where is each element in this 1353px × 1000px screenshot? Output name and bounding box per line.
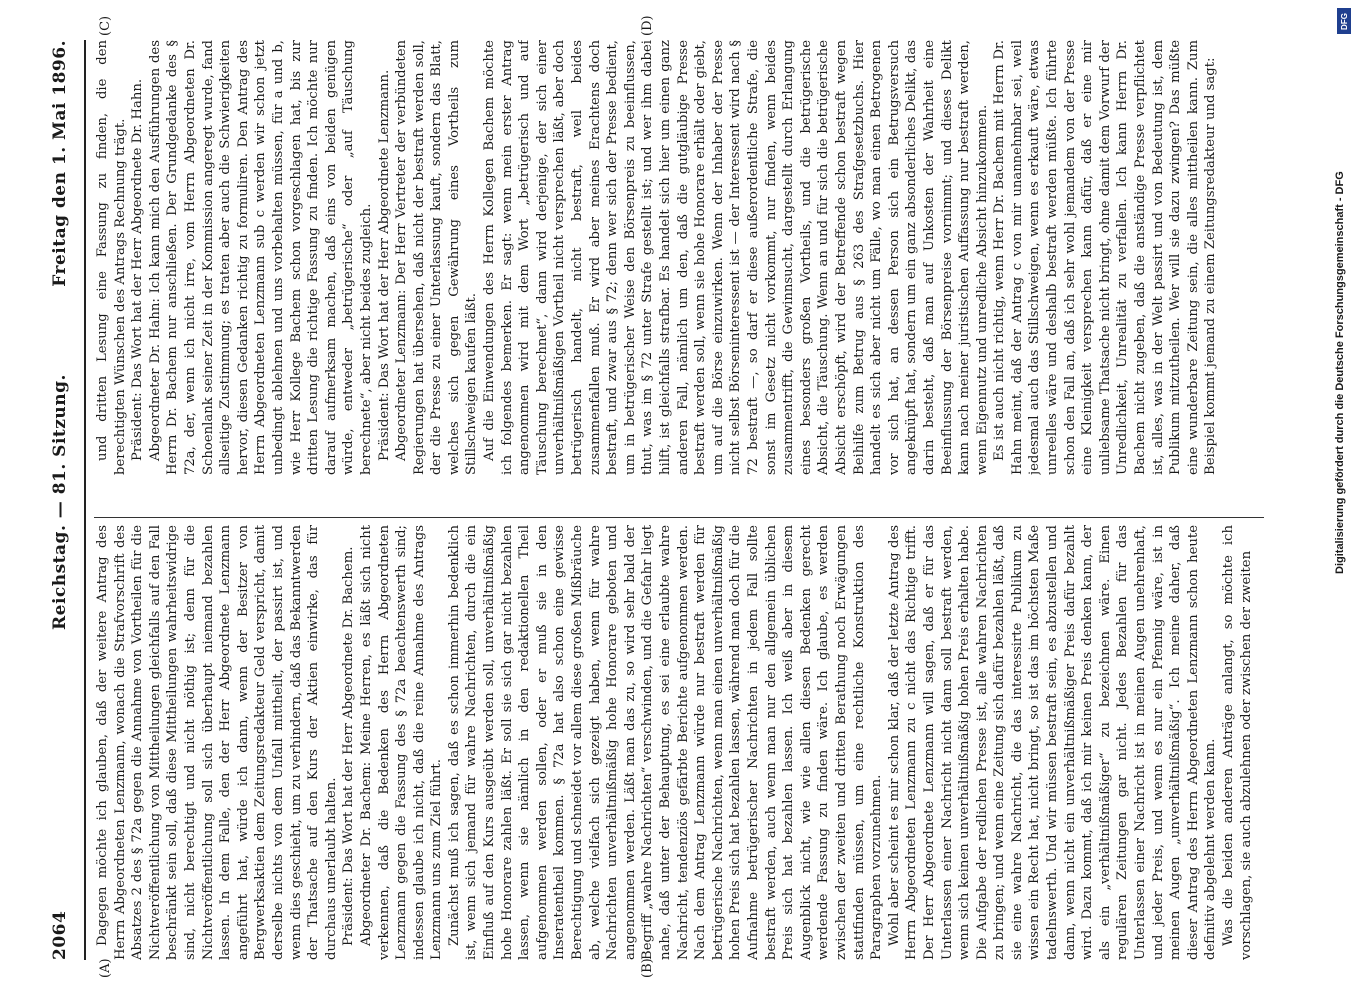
paragraph: Präsident: Das Wort hat der Herr Abgeordnete Lenzmann. — [376, 69, 392, 461]
paragraph: Abgeordneter Lenzmann: Der Herr Vertreter der verbündeten Regierungen hat übersehen, daß nicht der bestraft werden soll, der die Presse zu einer Unterlassung kauft, sondern das Blatt, welches sich gegen Gewährung eines Vortheils zum Stillschweigen kaufen läßt. — [394, 40, 480, 475]
margin-marker-c: (C) — [98, 15, 113, 36]
paragraph: Präsident: Das Wort hat der Herr Abgeordnete Dr. Hahn. — [130, 78, 146, 461]
dfg-logo: DFG — [1337, 8, 1351, 34]
paragraph: Dagegen möchte ich glauben, daß der weitere Antrag des Herrn Abgeordneten Lenzmann, wonach die Strafvorschrift des Absatzes 2 des § 72a gegen die Annahme von Vortheilen für die Nichtveröffentlichung von Mittheilungen gleichfalls auf den Fall beschränkt sein soll, daß diese Mittheilungen wahrheitswidrige sind, nicht berechtigt und nicht nöthig ist; denn für die Nichtveröffentlichung soll sich überhaupt niemand bezahlen lassen. In dem Falle, den der Herr Abgeordnete Lenzmann angeführt hat, würde ich dann, wenn der Besitzer von Bergwerksaktien dem Zeitungsredakteur Geld verspricht, damit derselbe nichts von dem Unfall mittheilt, der passirt ist, und wenn dies geschieht, um zu verhindern, daß das Bekanntwerden der Thatsache auf den Kurs der Aktien einwirke, das für durchaus unerlaubt halten. — [95, 525, 339, 960]
margin-marker-a: (A) — [98, 958, 113, 978]
paragraph: Abgeordneter Dr. Hahn: Ich kann mich den Ausführungen des Herrn Dr. Bachem nur anschließen. Der Grundgedanke des § 72a, der, wenn ich nicht irre, vom Herrn Abgeordneten Dr. Schoenlank seiner Zeit in der Kommission angeregt wurde, fand allseitige Zustimmung; es traten aber auch die Schwierigkeiten hervor, diesen Gedanken richtig zu formuliren. Den Antrag des Herrn Abgeordneten Lenzmann sub c werden wir schon jetzt unbedingt ablehnen und uns vorbehalten müssen, für a und b, wie Herr Kollege Bachem schon vorgeschlagen hat, bis zur dritten Lesung die richtige Fassung zu finden. Ich möchte nur darauf aufmerksam machen, daß eins von beiden genügen würde, entweder „betrügerische“ oder „auf Täuschung berechnete“, aber nicht beides zugleich. — [147, 40, 374, 475]
paragraph: und dritten Lesung eine Fassung zu finden, die den berechtigten Wünschen des Antrags Rechnung trägt. — [95, 40, 128, 475]
margin-marker-b: (B) — [640, 958, 655, 978]
page-number: 2064 — [50, 910, 70, 960]
column-separator — [94, 517, 1264, 518]
paragraph: Zunächst muß ich sagen, daß es schon immerhin bedenklich ist, wenn sich jemand für wahre Nachrichten, durch die ein Einfluß auf den Kurs ausgeübt werden soll, unverhältnißmäßig hohe Honorare zahlen läßt. Er soll sie sich gar nicht bezahlen lassen, wenn sie nämlich in den redaktionellen Theil aufgenommen werden sollen, oder er muß sie in den Inseratentheil kommen. § 72a hat also schon eine gewisse Berechtigung und schneidet vor allem diese großen Mißbräuche ab, welche vielfach sich gezeigt haben, wenn für wahre Nachrichten unverhältnißmäßig hohe Honorare geboten und angenommen werden. Läßt man das zu, so wird sehr bald der Begriff „wahre Nachrichten“ verschwinden, und die Gefahr liegt nahe, daß unter der Behauptung, es sei eine erlaubte wahre Nachricht, tendenziös gefärbte Berichte aufgenommen werden. Nach dem Antrag Lenzmann würde nur bestraft werden für betrügerische Nachrichten, wenn man einen unverhältnißmäßig hohen Preis sich hat bezahlen lassen, während man doch für die Aufnahme betrügerischer Nachrichten in jedem Fall sollte bestraft werden, auch wenn man nur den allgemein üblichen Preis sich hat bezahlen lassen. Ich weiß aber in diesem Augenblick nicht, wie wie allen diesen Bedenken gerecht werdende Fassung zu finden wäre. Ich glaube, es werden zwischen der zweiten und dritten Berathung noch Erwägungen stattfinden müssen, um eine rechtliche Konstruktion des Paragraphen vorzunehmen. — [446, 525, 885, 960]
paragraph: Wohl aber scheint es mir schon klar, daß der letzte Antrag des Herrn Abgeordneten Lenzmann zu c nicht das Richtige trifft. Der Herr Abgeordnete Lenzmann will sagen, daß er für das Unterlassen einer Nachricht nicht dann soll bestraft werden, wenn sich keinen unverhältnißmäßig hohen Preis erhalten habe. Die Aufgabe der redlichen Presse ist, alle wahren Nachrichten zu bringen; und wenn eine Zeitung sich dafür bezahlen läßt, daß sie eine wahre Nachricht, die das interessirte Publikum zu wissen ein Recht hat, nicht bringt, so ist das im höchsten Maße tadelnswerth. Und wir müssen bestraft sein, es abzustellen und dann, wenn nicht ein unverhältnißmäßiger Preis dafür bezahlt wird. Dazu kommt, daß ich mir keinen Preis denken kann, der als ein „verhältnißmäßiger“ zu bezeichnen wäre. Einen regulären Zeitungen gar nicht. Jedes Bezahlen für das Unterlassen einer Nachricht ist in meinen Augen unehrenhaft, und jeder Preis, und wenn es nur ein Pfennig wäre, ist in meinen Augen „unverhältnißmäßig“. Ich meine daher, daß dieser Antrag des Herrn Abgeordneten Lenzmann schon heute definitiv abgelehnt werden kann. — [886, 525, 1219, 960]
page-header — [50, 40, 74, 960]
header-rule — [84, 40, 86, 960]
paragraph: Abgeordneter Dr. Bachem: Meine Herren, es läßt sich nicht verkennen, daß die Bedenken des Herrn Abgeordneten Lenzmann gegen die Fassung des § 72a beachtenswerth sind; indessen glaube ich nicht, daß die reine Annahme des Antrags Lenzmann uns zum Ziel führt. — [358, 525, 445, 960]
paragraph: Auf die Einwendungen des Herrn Kollegen Bachem möchte ich folgendes bemerken. Er sagt: wenn mein erster Antrag angenommen wird mit dem Wort „betrügerisch und auf Täuschung berechnet“, dann wird derjenige, der sich einer unverhältnißmäßigen Vortheil nicht versprechen läßt, aber doch betrügerisch handelt, nicht bestraft, weil beides zusammenfallen muß. Er wird aber meines Erachtens doch bestraft, und zwar aus § 72; denn wer sich der Presse bedient, um in betrügerischer Weise den Börsenpreis zu beeinflussen, thut, was im § 72 unter Strafe gestellt ist; und wer ihm dabei hilft, ist gleichfalls strafbar. Es handelt sich hier um einen ganz anderen Fall, nämlich um den, daß die gutgläubige Presse bestraft werden soll, wenn sie hohe Honorare erhält oder giebt, um auf die Börse einzuwirken. Wenn der Inhaber der Presse nicht selbst Börseninteressent ist — der Interessent wird nach § 72 bestraft —, so darf er diese außerordentliche Strafe, die sonst im Gesetz nicht vorkommt, nur finden, wenn beides zusammentrifft, die Gewinnsucht, dargestellt durch Erlangung eines besonders großen Vortheils, und die betrügerische Absicht, die Täuschung. Wenn an und für sich die betrügerische Absicht erschöpft, wird der Betreffende schon bestraft wegen Beihilfe zum Betrug aus § 263 des Strafgesetzbuchs. Hier handelt es sich aber nicht um Fälle, wo man einen Betrogenen vor sich hat, an dessen Person sich ein Betrugsversuch angeknüpft hat, sondern um ein ganz absonderliches Delikt, das darin besteht, daß man auf Unkosten der Wahrheit eine Beeinflussung der Börsenpreise vornimmt; und dieses Delikt kann nach meiner juristischen Auffassung nur bestraft werden, wenn Eigennutz und unredliche Absicht hinzukommen. — [482, 40, 990, 475]
credit-text: Digitalisierung gefördert durch die Deutsche Forschungsgemeinschaft - DFG — [1334, 171, 1346, 574]
digitization-credit — [1334, 14, 1350, 986]
left-column — [94, 525, 1264, 960]
session-date: Freitag den 1. Mai 1896. — [50, 40, 70, 287]
margin-marker-d: (D) — [640, 15, 655, 36]
paragraph: Was die beiden anderen Anträge anlangt, so möchte ich vorschlagen, sie auch abzulehnen oder zwischen der zweiten — [1221, 525, 1254, 960]
paragraph: Präsident: Das Wort hat der Herr Abgeordnete Dr. Bachem. — [341, 546, 357, 946]
paragraph: Es ist auch nicht richtig, wenn Herr Dr. Bachem mit Herrn Dr. Hahn meint, daß der Antrag c von mir unannehmbar sei, weil jedesmal auch das Stillschweigen, wenn es erkauft wäre, etwas unreelles wäre und deshalb bestraft werden müßte. Ich führte schon den Fall an, daß ich sehr wohl jemandem von der Presse eine Kleinigkeit versprechen kann dafür, daß er eine mir unliebsame Thatsache nicht bringt, ohne damit dem Vorwurf der Unredlichkeit, Unrealität zu verfallen. Ich kann Herrn Dr. Bachem nicht zugeben, daß die anständige Presse verpflichtet ist, alles, was in der Welt passirt und von Bedeutung ist, dem Publikum mitzutheilen. Wer will sie dazu zwingen? Das müßte eine wunderbare Zeitung sein, die alles mittheilen kann. Zum Beispiel kommt jemand zu einem Zeitungsredakteur und sagt: — [992, 40, 1219, 475]
right-column — [94, 40, 1264, 475]
section-title: Reichstag. — 81. Sitzung. — [50, 374, 70, 630]
